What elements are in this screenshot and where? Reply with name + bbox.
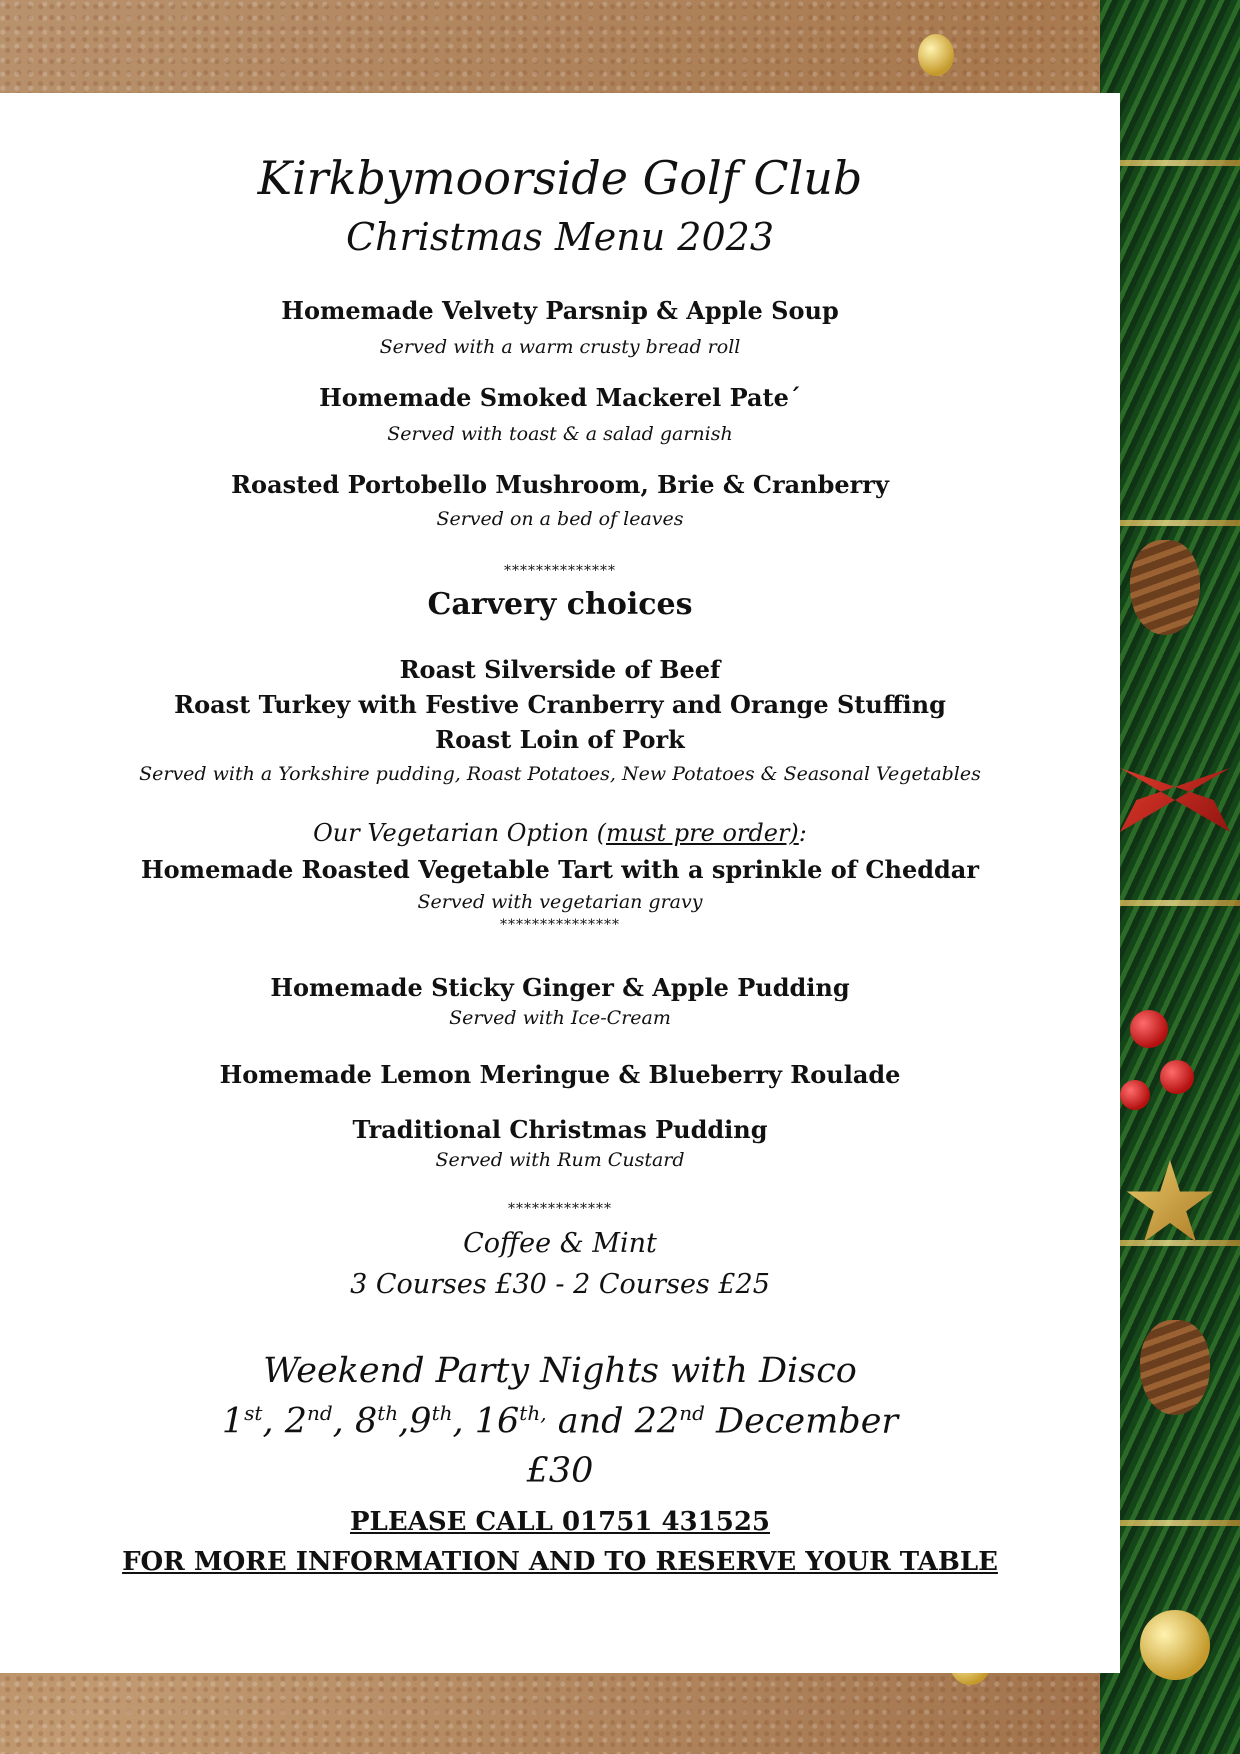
party-date-day: 9 — [409, 1401, 432, 1442]
party-date-day: 8 — [354, 1401, 378, 1442]
party-price: £30 — [526, 1451, 594, 1491]
party-date-day: 22 — [634, 1401, 680, 1442]
reserve-line: FOR MORE INFORMATION AND TO RESERVE YOUR TABLE — [122, 1547, 998, 1577]
gold-bauble — [918, 34, 954, 76]
carvery-item-2: Roast Turkey with Festive Cranberry and Orange Stuffing — [174, 690, 946, 719]
separator: ************** — [504, 563, 616, 579]
club-title: Kirkbymoorside Golf Club — [257, 151, 863, 205]
tinsel — [1100, 900, 1240, 906]
tinsel — [1100, 1520, 1240, 1526]
party-date-suffix: nd — [306, 1401, 333, 1425]
carvery-item-3: Roast Loin of Pork — [435, 725, 685, 754]
party-dates — [0, 1401, 1120, 1442]
dessert-1: Homemade Sticky Ginger & Apple Pudding — [270, 973, 850, 1002]
tinsel — [1100, 160, 1240, 166]
vegetarian-dish: Homemade Roasted Vegetable Tart with a sprinkle of Cheddar — [140, 855, 980, 884]
red-bow — [1120, 760, 1230, 840]
party-date-suffix: st — [244, 1401, 263, 1425]
carvery-note: Served with a Yorkshire pudding, Roast Potatoes, New Potatoes & Seasonal Vegetables — [139, 763, 981, 785]
party-date-suffix: nd — [679, 1401, 705, 1425]
menu-paper — [0, 93, 1120, 1673]
pine-cone — [1140, 1320, 1210, 1415]
price-line: 3 Courses £30 - 2 Courses £25 — [350, 1269, 770, 1300]
party-date-suffix: th, — [519, 1401, 547, 1425]
carvery-item-1: Roast Silverside of Beef — [399, 655, 721, 684]
starter-2-note: Served with toast & a salad garnish — [387, 423, 733, 445]
tinsel — [1100, 520, 1240, 526]
vegetarian-note: Served with vegetarian gravy — [417, 891, 703, 913]
separator: *************** — [500, 917, 620, 933]
party-date-day: 16 — [474, 1401, 520, 1442]
party-date-separator: , — [332, 1401, 355, 1442]
starter-1-note: Served with a warm crusty bread roll — [379, 336, 741, 358]
christmas-garland-decoration — [1100, 0, 1240, 1754]
dessert-2: Homemade Lemon Meringue & Blueberry Roulade — [219, 1060, 901, 1089]
gold-star — [1125, 1160, 1215, 1250]
pine-cone — [1130, 540, 1200, 635]
menu-subtitle: Christmas Menu 2023 — [345, 215, 775, 259]
party-heading: Weekend Party Nights with Disco — [263, 1351, 857, 1391]
dessert-3: Traditional Christmas Pudding — [352, 1115, 768, 1144]
red-berry — [1130, 1010, 1168, 1048]
starter-3: Roasted Portobello Mushroom, Brie & Cranberry — [231, 470, 889, 499]
carvery-heading: Carvery choices — [427, 587, 693, 622]
dessert-3-note: Served with Rum Custard — [435, 1149, 685, 1171]
party-date-day: 1 — [221, 1401, 245, 1442]
separator: ************* — [508, 1201, 612, 1217]
party-date-suffix: th — [377, 1401, 399, 1425]
party-date-separator: and — [546, 1401, 635, 1442]
tinsel — [1100, 1240, 1240, 1246]
dessert-1-note: Served with Ice-Cream — [449, 1007, 671, 1029]
party-date-suffix: th — [431, 1401, 453, 1425]
party-date-day: 2 — [284, 1401, 307, 1442]
party-date-separator: December — [704, 1401, 899, 1442]
party-date-separator: , — [262, 1401, 285, 1442]
starter-1: Homemade Velvety Parsnip & Apple Soup — [281, 296, 839, 325]
party-date-separator: , — [452, 1401, 475, 1442]
starter-2: Homemade Smoked Mackerel Pate´ — [319, 383, 801, 412]
call-line: PLEASE CALL 01751 431525 — [350, 1507, 770, 1537]
red-berry — [1160, 1060, 1194, 1094]
coffee-line: Coffee & Mint — [463, 1228, 657, 1259]
party-date-separator: , — [398, 1401, 410, 1442]
vegetarian-label: Our Vegetarian Option (must pre order): — [313, 819, 807, 847]
gold-bauble — [1140, 1610, 1210, 1680]
red-berry — [1120, 1080, 1150, 1110]
starter-3-note: Served on a bed of leaves — [436, 508, 684, 530]
